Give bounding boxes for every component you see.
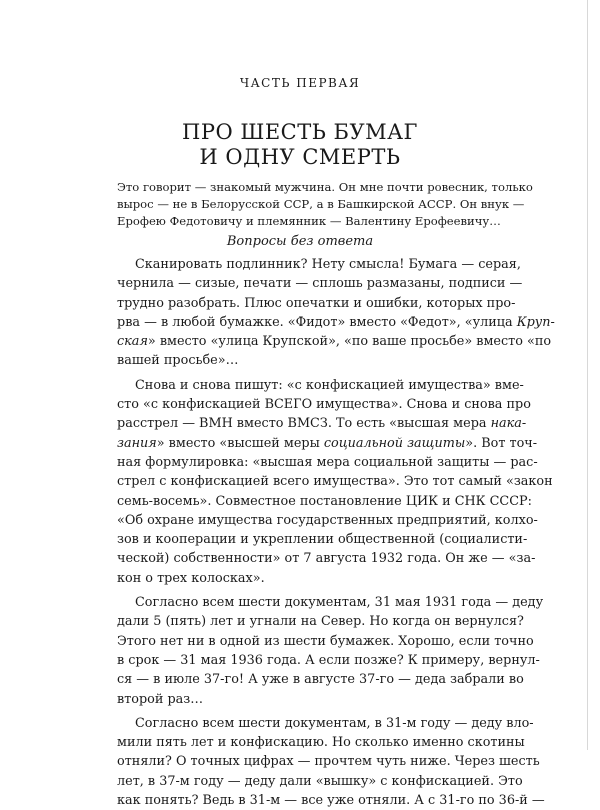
epigraph-line: Ерофею Федотовичу и племянник — Валентину Ерофеевичу… [117,214,501,228]
text-line: вашей просьбе»… [117,353,239,369]
text-line: ческой) собственности» от 7 августа 1932 года. Он же — «за- [117,551,536,567]
text-line: семь-восемь». Совместное постановление ЦИК и СНК СССР: [117,493,532,509]
chapter-title-line: И ОДНУ СМЕРТЬ [199,145,401,169]
text-line: кон о трех колосках». [117,570,265,586]
text-line: Согласно всем шести документам, 31 мая 1931 года — деду [135,595,544,611]
paragraph [117,714,545,810]
paragraph [117,376,553,588]
epigraph [117,179,533,230]
paragraph [117,593,544,709]
text-line: стрел с конфискацией всего имущества». Это тот самый «закон [117,474,553,490]
text-line: рва — в любой бумажке. «Фидот» вместо «Федот», «улица Круп- [117,314,555,330]
text-line: «Об охране имущества государственных предприятий, колхо- [117,512,538,528]
part-label: ЧАСТЬ ПЕРВАЯ [239,76,361,90]
text-line: второй раз… [117,691,204,707]
text-line: ная формулировка: «высшая мера социальной защиты — рас- [117,454,538,470]
text-line: Этого нет ни в одной из шести бумажек. Хорошо, если точно [117,633,534,649]
section-subheading: Вопросы без ответа [226,234,374,249]
epigraph-line: Это говорит — знакомый мужчина. Он мне почти ровесник, только [117,180,533,194]
text-line: чернила — сизые, печати — сплошь размазаны, подписи — [117,276,523,292]
text-line: лет, в 37-м году — деду дали «вышку» с конфискацией. Это [117,773,523,789]
text-line: отняли? О точных цифрах — прочтем чуть ниже. Через шесть [117,754,540,770]
text-line: зов и кооперации и укреплении общественной (социалисти- [117,532,528,548]
text-line: Согласно всем шести документам, в 31-м году — деду вло- [135,715,534,731]
text-line: в срок — 31 мая 1936 года. А если позже? К примеру, вернул- [117,652,540,668]
text-line: трудно разобрать. Плюс опечатки и ошибки, которых про- [117,295,516,311]
text-line: ся — в июле 37-го! А уже в августе 37-го — деда забрали во [117,672,524,688]
text-line: расстрел — ВМН вместо ВМСЗ. То есть «высшая мера нака- [117,416,527,432]
text-line: Снова и снова пишут: «с конфискацией имущества» вме- [135,377,524,393]
text-line: ская» вместо «улица Крупской», «по ваше просьбе» вместо «по [117,334,552,350]
text-line: как понять? Ведь в 31-м — все уже отняли. А с 31-го по 36-й — [117,793,545,809]
paragraph [117,255,555,371]
text-line: мили пять лет и конфискацию. Но сколько именно скотины [117,735,525,751]
text-line: сто «с конфискацией ВСЕГО имущества». Снова и снова про [117,397,531,413]
text-line: Сканировать подлинник? Нету смысла! Бумага — серая, [135,257,521,272]
page-edge [587,0,588,750]
chapter-title-line: ПРО ШЕСТЬ БУМАГ [182,120,418,144]
epigraph-line: вырос — не в Белорусской ССР, а в Башкирской АССР. Он внук — [117,197,525,211]
text-line: дали 5 (пять) лет и угнали на Север. Но когда он вернулся? [117,614,524,630]
chapter-title [0,120,600,170]
text-line: зания» вместо «высшей меры социальной защиты». Вот точ- [117,435,538,451]
body-text [117,255,555,810]
